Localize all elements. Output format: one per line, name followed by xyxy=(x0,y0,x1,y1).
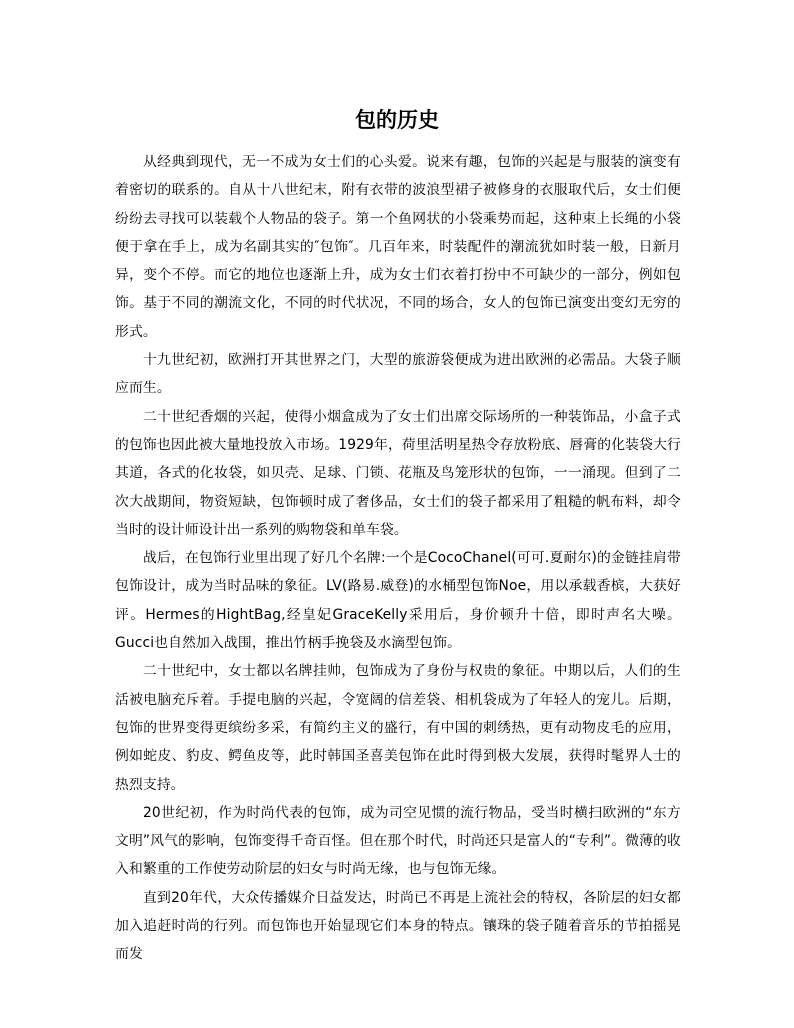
paragraph-7: 直到20年代，大众传播媒介日益发达，时尚已不再是上流社会的特权，各阶层的妇女都加入追赶时尚的行列。而包饰也开始显现它们本身的特点。镶珠的袋子随着音乐的节拍摇晃而发 xyxy=(115,889,681,963)
document-title: 包的历史 xyxy=(355,107,439,132)
document-body xyxy=(115,148,681,969)
paragraph-3: 二十世纪香烟的兴起，使得小烟盒成为了女士们出席交际场所的一种装饰品，小盒子式的包饰也因此被大量地投放入市场。1929年，荷里活明星热令存放粉底、唇膏的化装袋大行其道，各式的化妆袋，如贝壳、足球、门锁、花瓶及鸟笼形状的包饰，一一涌现。但到了二次大战期间，物资短缺，包饰顿时成了奢侈品，女士们的袋子都采用了粗糙的帆布料，却令当时的设计师设计出一系列的购物袋和单车袋。 xyxy=(115,408,681,538)
paragraph-1: 从经典到现代，无一不成为女士们的心头爱。说来有趣，包饰的兴起是与服装的演变有着密切的联系的。自从十八世纪末，附有衣带的波浪型裙子被修身的衣服取代后，女士们便纷纷去寻找可以装载个人物品的袋子。第一个鱼网状的小袋乘势而起，这种束上长绳的小袋便于拿在手上，成为名副其实的″包饰″。几百年来，时装配件的潮流犹如时装一般，日新月异，变个不停。而它的地位也逐渐上升，成为女士们衣着打扮中不可缺少的一部分，例如包饰。基于不同的潮流文化，不同的时代状况，不同的场合，女人的包饰已演变出变幻无穷的形式。 xyxy=(115,154,681,340)
paragraph-6: 20世纪初，作为时尚代表的包饰，成为司空见惯的流行物品，受当时横扫欧洲的“东方文明”风气的影响，包饰变得千奇百怪。但在那个时代，时尚还只是富人的“专利”。微薄的收入和繁重的工作使劳动阶层的妇女与时尚无缘，也与包饰无缘。 xyxy=(115,804,681,878)
paragraph-2: 十九世纪初，欧洲打开其世界之门，大型的旅游袋便成为进出欧洲的必需品。大袋子顺应而生。 xyxy=(115,352,681,397)
paragraph-5: 二十世纪中，女士都以名牌挂帅，包饰成为了身份与权贵的象征。中期以后，人们的生活被电脑充斥着。手提电脑的兴起，令宽阔的信差袋、相机袋成为了年轻人的宠儿。后期，包饰的世界变得更缤纷多采，有简约主义的盛行，有中国的刺绣热，更有动物皮毛的应用，例如蛇皮、豹皮、鳄鱼皮等，此时韩国圣喜美包饰在此时得到极大发展，获得时髦界人士的热烈支持。 xyxy=(115,663,681,793)
paragraph-4: 战后，在包饰行业里出现了好几个名牌:一个是CocoChanel(可可.夏耐尔)的金链挂肩带包饰设计，成为当时品味的象征。LV(路易.威登)的水桶型包饰Noe，用以承载香槟，大获好评。Hermes的HightBag,经皇妃GraceKelly采用后，身价顿升十倍，即时声名大噪。Gucci也自然加入战围，推出竹柄手挽袋及水滴型包饰。 xyxy=(115,550,681,652)
